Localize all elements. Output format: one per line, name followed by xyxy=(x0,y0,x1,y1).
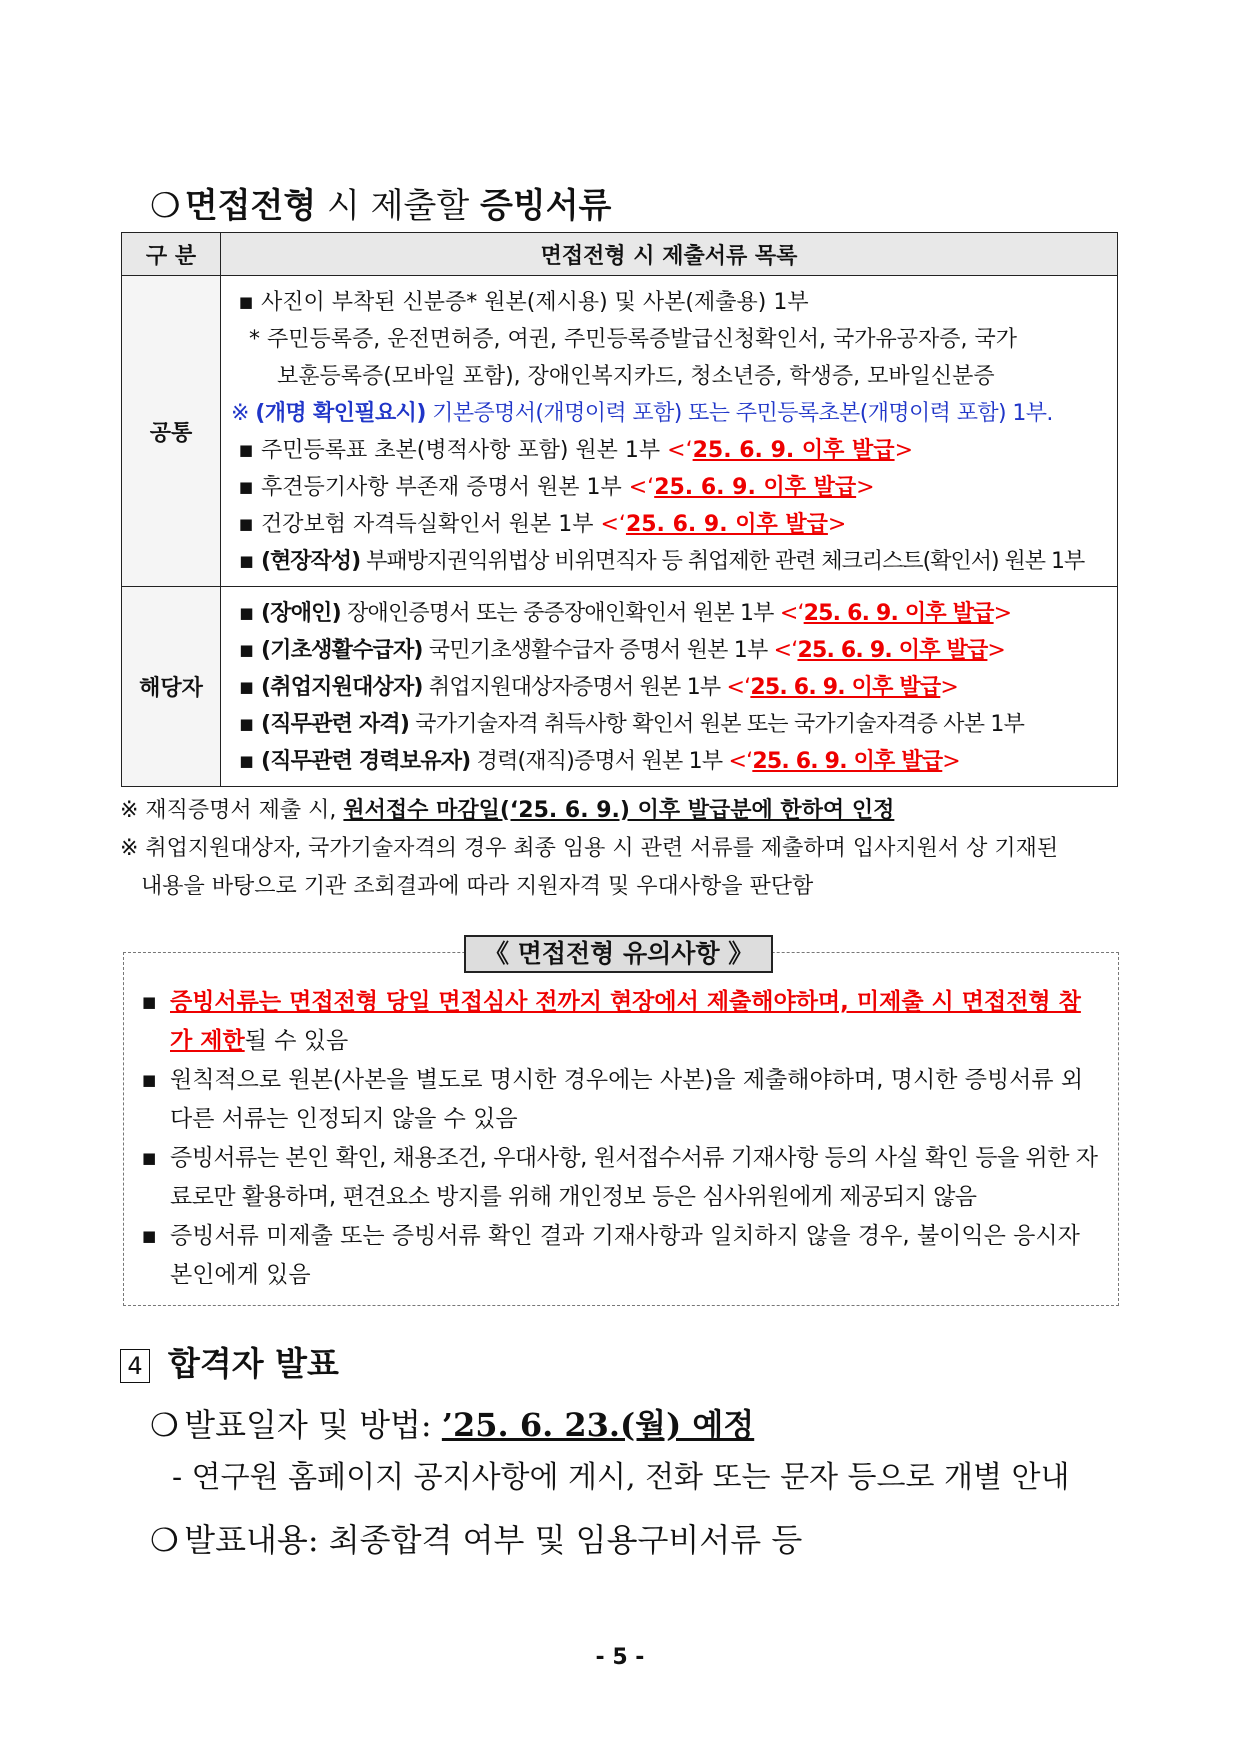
square-bullet-icon: ■ xyxy=(142,1149,156,1167)
row-category: 해당자 xyxy=(122,587,221,787)
circle-bullet-icon: ❍ xyxy=(150,1406,179,1444)
list-item: ■ (현장작성) 부패방지권익위법상 비위면직자 등 취업제한 관련 체크리스트(확인서) 원본 1부 xyxy=(231,543,1107,580)
square-bullet-icon: ■ xyxy=(142,993,157,1011)
heading-part1: 면접전형 xyxy=(184,186,317,226)
list-item-rename: ※ (개명 확인필요시) 기본증명서(개명이력 포함) 또는 주민등록초본(개명이력 포함) 1부. xyxy=(231,401,1053,426)
header-list: 면접전형 시 제출서류 목록 xyxy=(221,233,1118,276)
caution-item: ■ 증빙서류 미제출 또는 증빙서류 확인 결과 기재사항과 일치하지 않을 경우, 불이익은 응시자 본인에게 있음 xyxy=(136,1217,1102,1295)
list-item-note: 보훈등록증(모바일 포함), 장애인복지카드, 청소년증, 학생증, 모바일신분증 xyxy=(277,364,995,389)
page-number: - 5 - xyxy=(595,1645,645,1670)
square-bullet-icon: ■ xyxy=(239,678,253,696)
circle-bullet-icon: ❍ xyxy=(150,1521,179,1559)
circle-bullet-icon: ❍ xyxy=(150,186,181,226)
list-item: ■ (취업지원대상자) 취업지원대상자증명서 원본 1부 <‘25. 6. 9. 이후 발급> xyxy=(231,669,1107,706)
note-line: ※ 취업지원대상자, 국가기술자격의 경우 최종 임용 시 관련 서류를 제출하며 입사지원서 상 기재된 xyxy=(120,836,1059,861)
heading-part3: 증빙서류 xyxy=(480,186,612,226)
square-bullet-icon: ■ xyxy=(238,515,254,533)
row-items xyxy=(221,587,1118,787)
section-number-box: 4 xyxy=(120,1349,150,1383)
announce-method-line: - 연구원 홈페이지 공지사항에 게시, 전화 또는 문자 등으로 개별 안내 xyxy=(172,1460,1070,1495)
square-bullet-icon: ■ xyxy=(239,641,253,659)
caution-item: ■ 증빙서류는 면접전형 당일 면접심사 전까지 현장에서 제출해야하며, 미제출 시 면접전형 참가 제한될 수 있음 xyxy=(136,983,1102,1061)
note-line: 내용을 바탕으로 기관 조회결과에 따라 지원자격 및 우대사항을 판단함 xyxy=(120,874,814,899)
section-heading xyxy=(150,178,611,227)
caution-box xyxy=(123,939,1119,1306)
header-category: 구 분 xyxy=(122,233,221,276)
table-row xyxy=(122,587,1118,787)
caution-title: 《 면접전형 유의사항 》 xyxy=(464,935,773,973)
list-item: ■ 후견등기사항 부존재 증명서 원본 1부 <‘25. 6. 9. 이후 발급> xyxy=(231,469,1107,506)
list-item: ■ (직무관련 자격) 국가기술자격 취득사항 확인서 원본 또는 국가기술자격증 사본 1부 xyxy=(231,706,1107,743)
square-bullet-icon: ■ xyxy=(142,1227,157,1245)
announce-content-line: ❍ 발표내용: 최종합격 여부 및 임용구비서류 등 xyxy=(150,1521,803,1559)
square-bullet-icon: ■ xyxy=(238,441,254,459)
table-row xyxy=(122,276,1118,587)
heading-part2: 시 제출할 xyxy=(316,186,481,226)
table-header-row xyxy=(122,233,1118,276)
notes xyxy=(120,792,1120,906)
list-item: ■ 건강보험 자격득실확인서 원본 1부 <‘25. 6. 9. 이후 발급> xyxy=(231,506,1107,543)
list-item: ■ (기초생활수급자) 국민기초생활수급자 증명서 원본 1부 <‘25. 6. 9. 이후 발급> xyxy=(231,632,1107,669)
section4-title: 합격자 발표 xyxy=(168,1344,339,1383)
row-category: 공통 xyxy=(122,276,221,587)
square-bullet-icon: ■ xyxy=(239,752,253,770)
list-item-note: * 주민등록증, 운전면허증, 여권, 주민등록증발급신청확인서, 국가유공자증, 국가 xyxy=(249,327,1017,352)
caution-body xyxy=(136,983,1102,1295)
caution-item: ■ 증빙서류는 본인 확인, 채용조건, 우대사항, 원서접수서류 기재사항 등의 사실 확인 등을 위한 자료로만 활용하며, 편견요소 방지를 위해 개인정보 등은 심사위원에게 제공되지 않음 xyxy=(136,1139,1102,1217)
documents-table xyxy=(121,232,1118,787)
row-items xyxy=(221,276,1118,587)
list-item: ■ (직무관련 경력보유자) 경력(재직)증명서 원본 1부 <‘25. 6. 9. 이후 발급> xyxy=(231,743,1107,780)
square-bullet-icon: ■ xyxy=(239,604,253,622)
square-bullet-icon: ■ xyxy=(239,552,253,570)
list-item: ■ (장애인) 장애인증명서 또는 중증장애인확인서 원본 1부 <‘25. 6. 9. 이후 발급> xyxy=(231,595,1107,632)
note-line: ※ 재직증명서 제출 시, 원서접수 마감일(‘25. 6. 9.) 이후 발급분에 한하여 인정 xyxy=(120,798,895,823)
caution-item: ■ 원칙적으로 원본(사본을 별도로 명시한 경우에는 사본)을 제출해야하며, 명시한 증빙서류 외 다른 서류는 인정되지 않을 수 있음 xyxy=(136,1061,1102,1139)
list-item: ■ 사진이 부착된 신분증* 원본(제시용) 및 사본(제출용) 1부 xyxy=(231,284,1107,321)
announce-date-line: ❍ 발표일자 및 방법: ’25. 6. 23.(월) 예정 xyxy=(150,1406,755,1444)
square-bullet-icon: ■ xyxy=(239,715,253,733)
square-bullet-icon: ■ xyxy=(142,1071,157,1089)
square-bullet-icon: ■ xyxy=(238,293,254,311)
square-bullet-icon: ■ xyxy=(238,478,254,496)
list-item: ■ 주민등록표 초본(병적사항 포함) 원본 1부 <‘25. 6. 9. 이후 발급> xyxy=(231,432,1107,469)
section4-heading xyxy=(120,1338,339,1385)
